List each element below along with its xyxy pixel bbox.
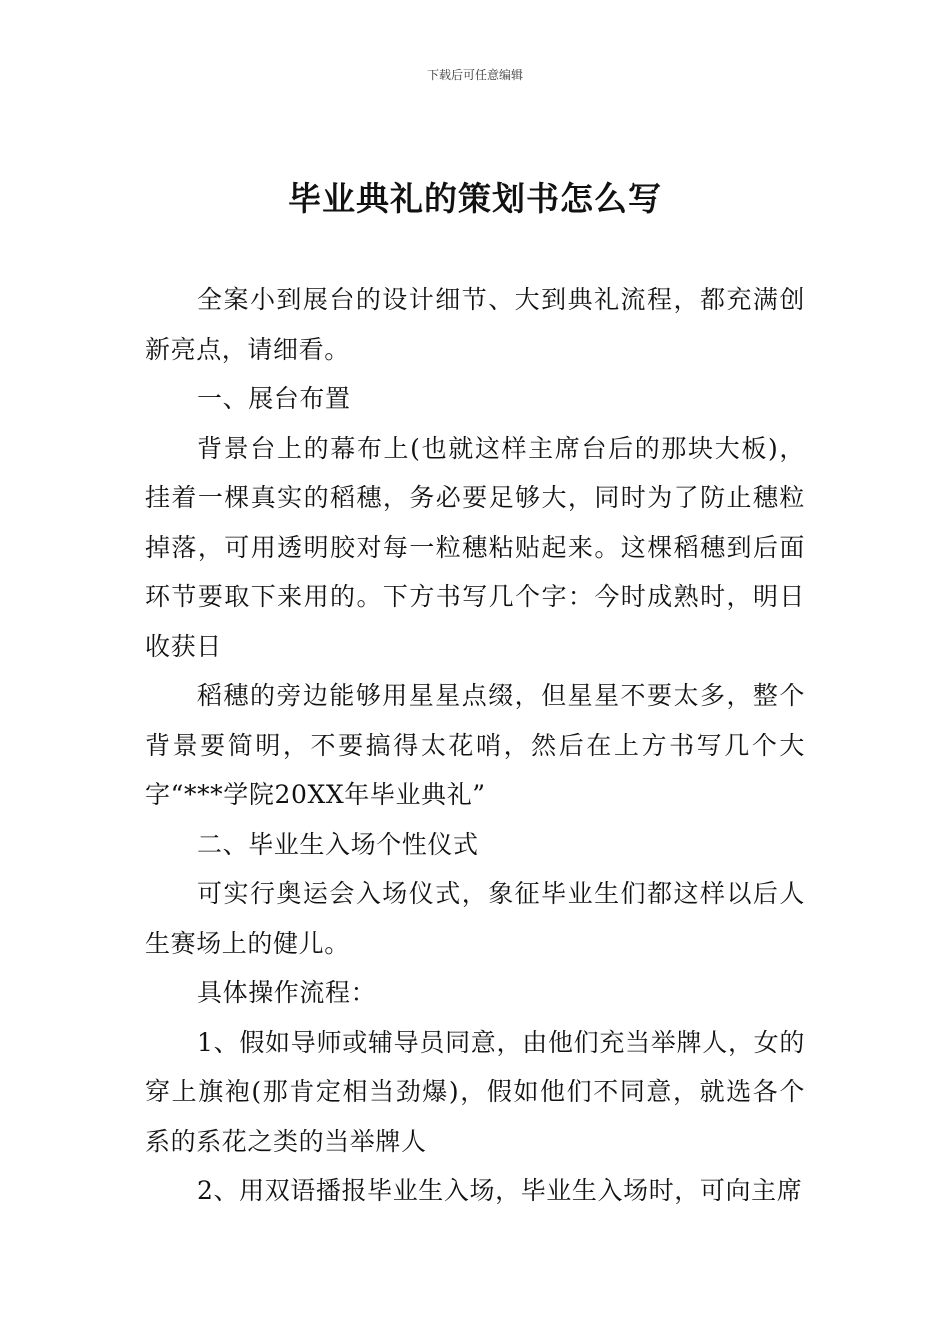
paragraph: 可实行奥运会入场仪式，象征毕业生们都这样以后人生赛场上的健儿。 [145,879,805,958]
document-title: 毕业典礼的策划书怎么写 [288,179,662,218]
section-heading-2: 二、毕业生入场个性仪式 [197,829,479,859]
paragraph: 背景台上的幕布上(也就这样主席台后的那块大板)，挂着一棵真实的稻穗，务必要足够大，同时为了防止穗粒掉落，可用透明胶对每一粒穗粘贴起来。这棵稻穗到后面环节要取下来用的。下方书写几个字：今时成熟时，明日收获日 [145,433,805,661]
paragraph-intro: 全案小到展台的设计细节、大到典礼流程，都充满创新亮点，请细看。 [145,285,805,364]
paragraph: 具体操作流程： [197,978,377,1007]
list-item: 2、用双语播报毕业生入场，毕业生入场时，可向主席 [197,1176,803,1205]
list-item: 1、假如导师或辅导员同意，由他们充当举牌人，女的穿上旗袍(那肯定相当劲爆)，假如他们不同意，就选各个系的系花之类的当举牌人 [145,1027,805,1156]
header-note: 下载后可任意编辑 [426,68,523,82]
document-body [145,275,805,1216]
section-heading-1: 一、展台布置 [197,384,351,413]
paragraph: 稻穗的旁边能够用星星点缀，但星星不要太多，整个背景要简明，不要搞得太花哨，然后在上方书写几个大字“***学院20XX年毕业典礼” [145,681,805,809]
